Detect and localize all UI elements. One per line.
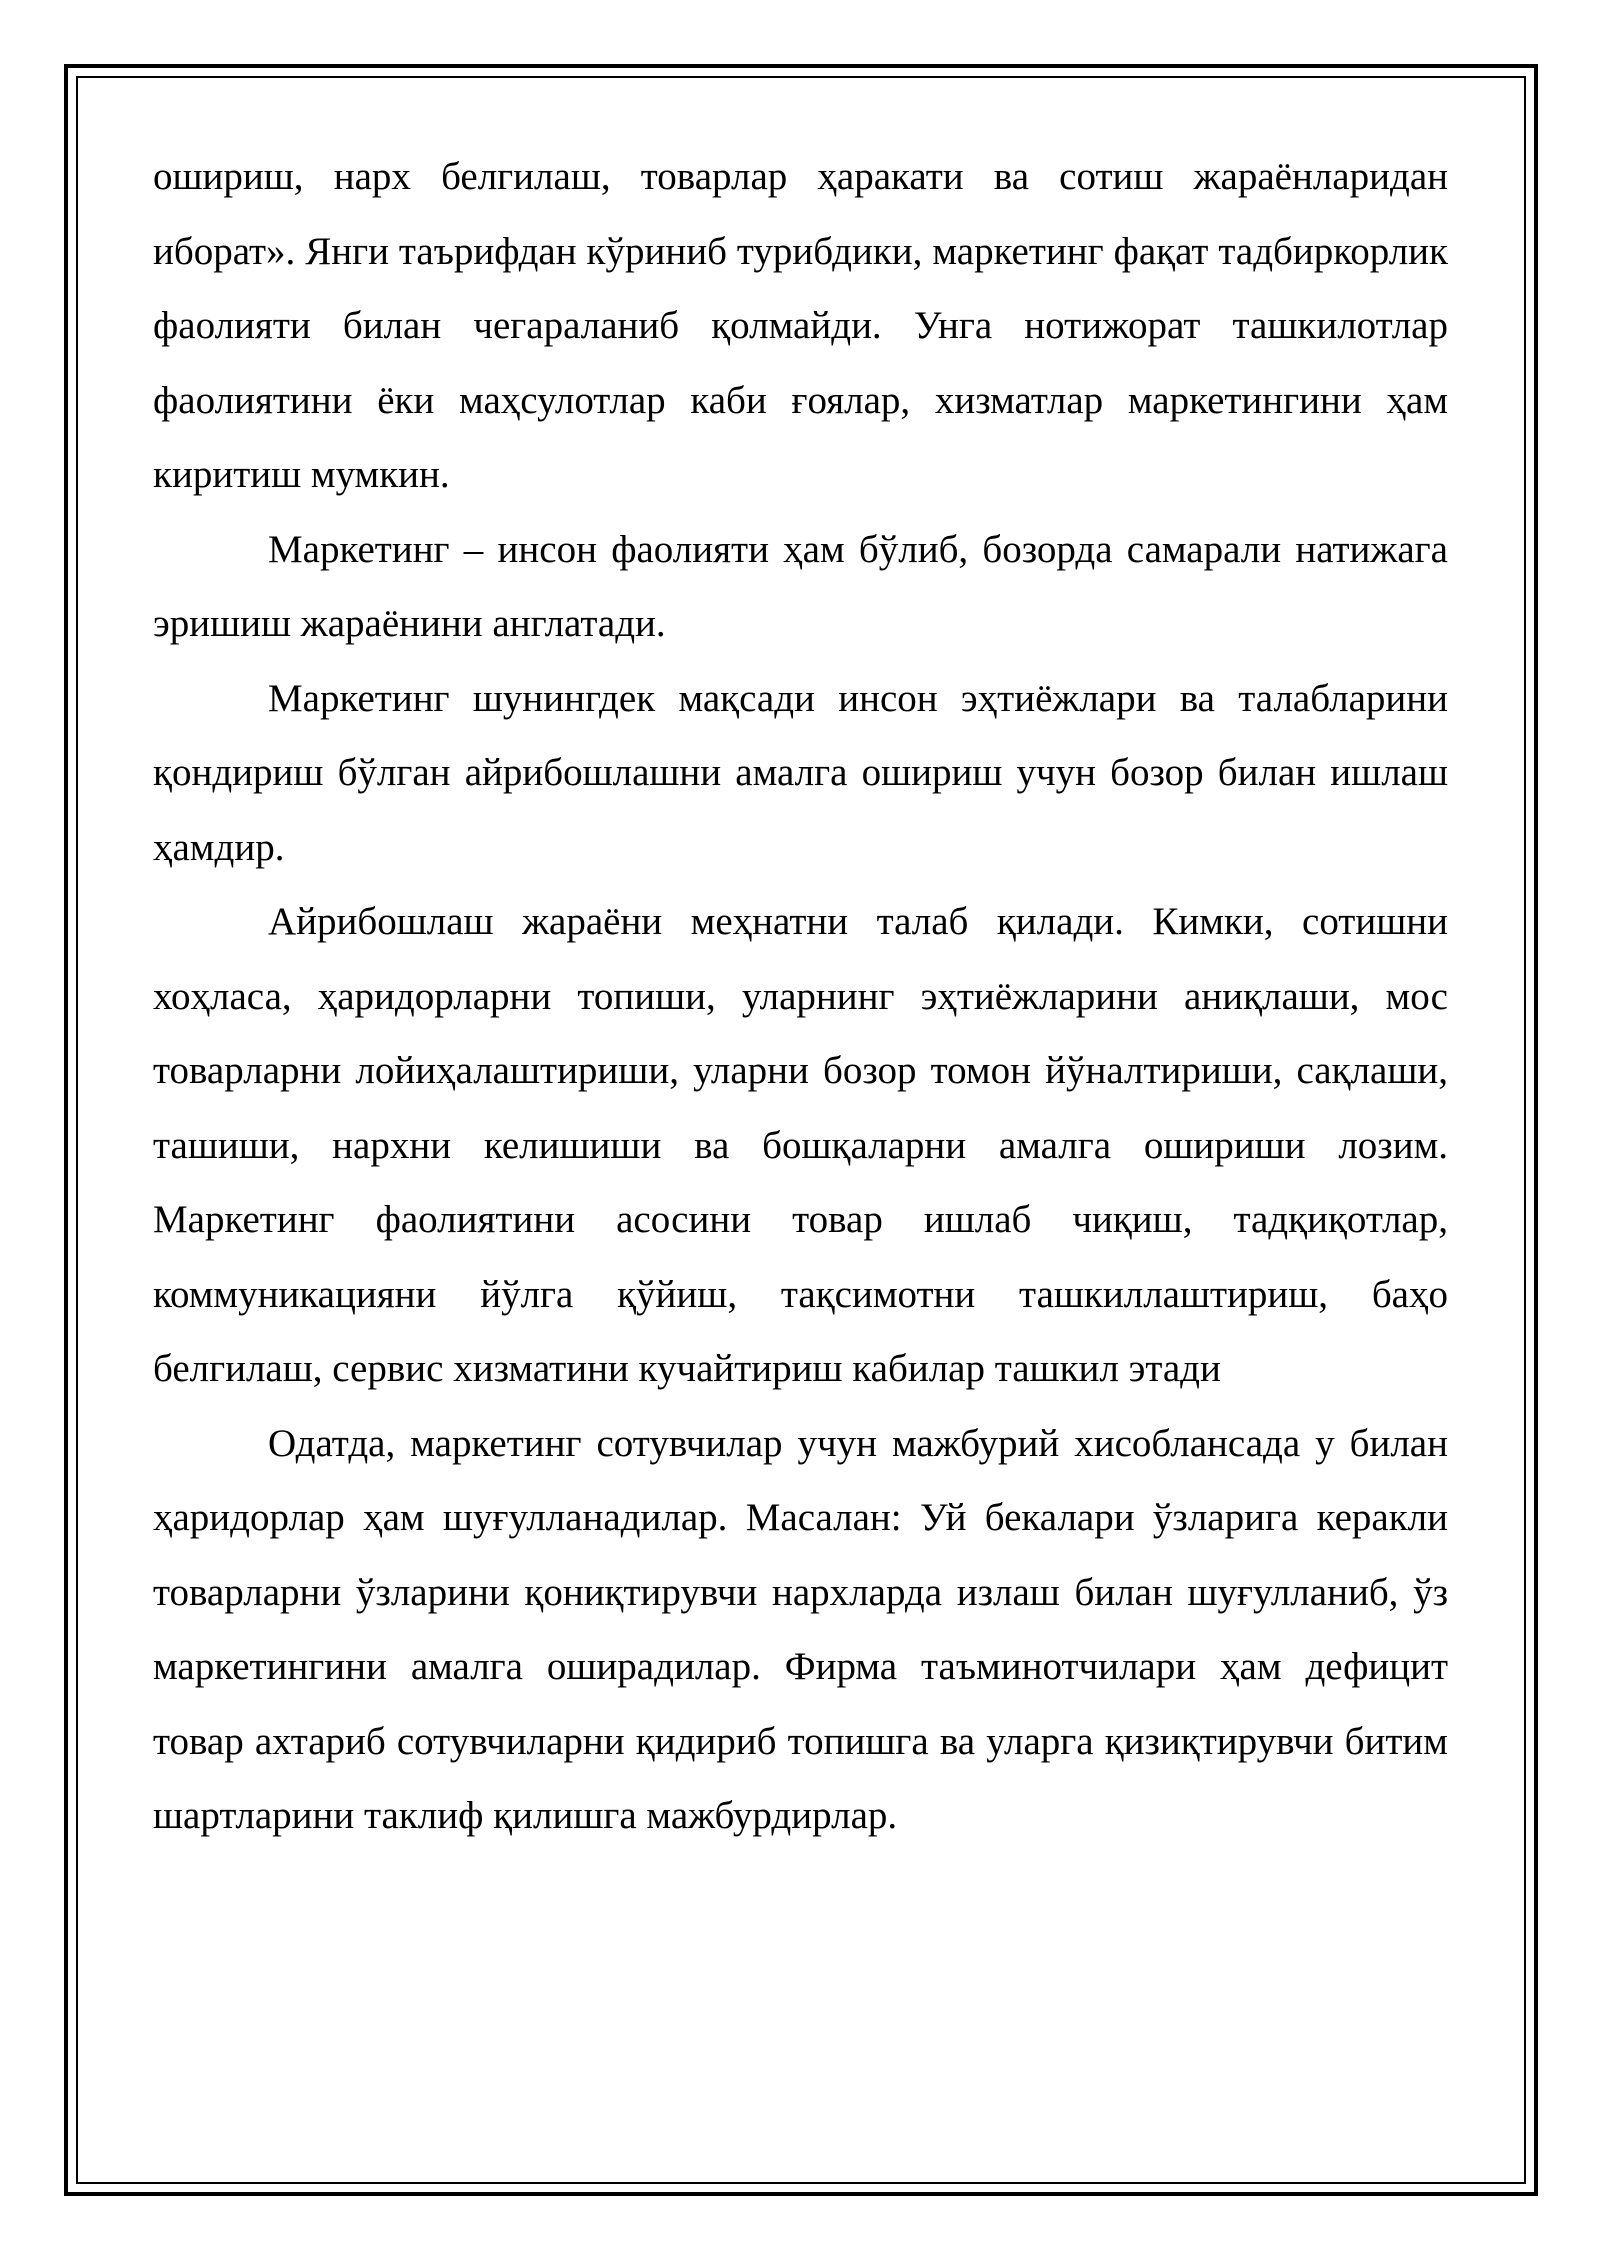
- document-body: [153, 140, 1448, 1854]
- paragraph-3: Маркетинг шунингдек мақсади инсон эҳтиёжлари ва талабларини қондириш бўлган айрибошлашни амалга ошириш учун бозор билан ишлаш ҳамдир.: [153, 676, 1448, 869]
- paragraph-5: Одатда, маркетинг сотувчилар учун мажбурий хисоблансада у билан ҳаридорлар ҳам шуғулланадилар. Масалан: Уй бекалари ўзларига керакли товарларни ўзларини қониқтирувчи нархларда излаш билан шуғулланиб, ўз маркетингини амалга оширадилар. Фирма таъминотчилари ҳам дефицит товар ахтариб сотувчиларни қидириб топишга ва уларга қизиқтирувчи битим шартларини таклиф қилишга мажбурдирлар.: [153, 1421, 1448, 1837]
- paragraph-4: Айрибошлаш жараёни меҳнатни талаб қилади. Кимки, сотишни хоҳласа, ҳаридорларни топиши, уларнинг эҳтиёжларини аниқлаши, мос товарларни лойиҳалаштириши, уларни бозор томон йўналтириши, сақлаши, ташиши, нархни келишиши ва бошқаларни амалга ошириши лозим. Маркетинг фаолиятини асосини товар ишлаб чиқиш, тадқиқотлар, коммуникацияни йўлга қўйиш, тақсимотни ташкиллаштириш, баҳо белгилаш, сервис хизматини кучайтириш кабилар ташкил этади: [153, 900, 1448, 1390]
- paragraph-2: Маркетинг – инсон фаолияти ҳам бўлиб, бозорда самарали натижага эришиш жараёнини англатади.: [153, 527, 1448, 645]
- paragraph-1: ошириш, нарх белгилаш, товарлар ҳаракати ва сотиш жараёнларидан иборат». Янги таърифдан кўриниб турибдики, маркетинг фақат тадбиркорлик фаолияти билан чегараланиб қолмайди. Унга нотижорат ташкилотлар фаолиятини ёки маҳсулотлар каби ғоялар, хизматлар маркетингини ҳам киритиш мумкин.: [153, 155, 1448, 496]
